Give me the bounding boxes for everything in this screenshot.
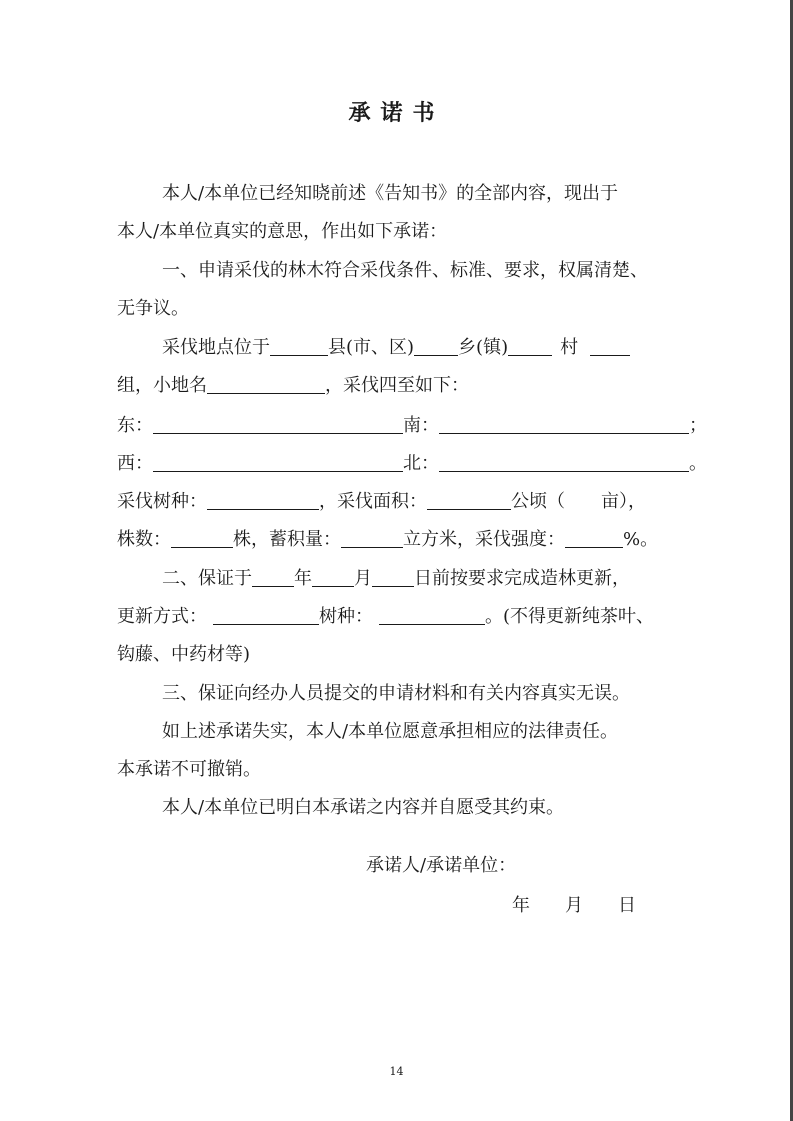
day-blank[interactable] bbox=[372, 568, 414, 587]
acknowledgement-line: 本人/本单位已明白本承诺之内容并自愿受其约束。 bbox=[162, 797, 565, 818]
east-blank[interactable] bbox=[153, 415, 403, 434]
year-blank[interactable] bbox=[252, 568, 294, 587]
paragraph-intro-1: 本人/本单位已经知晓前述《告知书》的全部内容，现出于 bbox=[162, 183, 619, 204]
village-label: 村 bbox=[560, 337, 579, 358]
percent-label: %。 bbox=[623, 529, 659, 550]
place-name-blank[interactable] bbox=[207, 375, 325, 394]
volume-blank[interactable] bbox=[341, 529, 403, 548]
south-label: 南： bbox=[403, 415, 439, 436]
mu-label: 亩）， bbox=[601, 491, 646, 512]
day-label: 日前按要求完成造林更新， bbox=[414, 568, 630, 589]
renewal-method-blank[interactable] bbox=[213, 606, 319, 625]
township-blank[interactable] bbox=[414, 337, 458, 356]
document-title: 承诺书 bbox=[348, 100, 445, 126]
signature-year: 年 bbox=[512, 895, 530, 916]
township-label: 乡(镇) bbox=[458, 337, 509, 358]
south-blank[interactable] bbox=[439, 415, 689, 434]
clause-two-line bbox=[0, 559, 793, 599]
signature-day: 日 bbox=[618, 895, 636, 916]
place-name-line bbox=[0, 366, 793, 406]
west-blank[interactable] bbox=[153, 453, 403, 472]
intensity-label: 立方米，采伐强度： bbox=[403, 529, 565, 550]
signature-date-line bbox=[0, 886, 793, 926]
month-label: 月 bbox=[354, 568, 372, 589]
group-blank[interactable] bbox=[590, 337, 630, 356]
period: 。 bbox=[689, 453, 707, 474]
semicolon: ； bbox=[689, 415, 707, 436]
renewal-species-label: 树种： bbox=[319, 606, 373, 627]
clause-one-1: 一、申请采伐的林木符合采伐条件、标准、要求，权属清楚、 bbox=[162, 260, 648, 281]
west-north-line bbox=[0, 444, 793, 484]
year-label: 年 bbox=[294, 568, 312, 589]
east-south-line bbox=[0, 406, 793, 446]
west-label: 西： bbox=[117, 453, 153, 474]
renewal-method-label: 更新方式： bbox=[117, 606, 207, 627]
clause-one-2: 无争议。 bbox=[117, 298, 189, 319]
area-label: ，采伐面积： bbox=[319, 491, 427, 512]
location-line bbox=[0, 328, 793, 368]
liability-line-2: 本承诺不可撤销。 bbox=[117, 759, 261, 780]
count-volume-line bbox=[0, 520, 793, 560]
north-label: 北： bbox=[403, 453, 439, 474]
count-blank[interactable] bbox=[171, 529, 233, 548]
renewal-species-blank[interactable] bbox=[379, 606, 485, 625]
paragraph-intro-2: 本人/本单位真实的意思，作出如下承诺： bbox=[117, 221, 448, 242]
village-blank[interactable] bbox=[508, 337, 552, 356]
area-blank[interactable] bbox=[427, 491, 511, 510]
renewal-note-2: 钩藤、中药材等) bbox=[117, 644, 251, 665]
count-label: 株数： bbox=[117, 529, 171, 550]
signature-month: 月 bbox=[565, 895, 583, 916]
renewal-note: 。(不得更新纯茶叶、 bbox=[485, 606, 655, 627]
signature-label: 承诺人/承诺单位： bbox=[366, 855, 517, 876]
hectare-label: 公顷（ bbox=[511, 491, 565, 512]
species-area-line bbox=[0, 482, 793, 522]
boundaries-label: ，采伐四至如下： bbox=[325, 375, 469, 396]
county-label: 县(市、区) bbox=[328, 337, 415, 358]
intensity-blank[interactable] bbox=[565, 529, 623, 548]
county-blank[interactable] bbox=[270, 337, 328, 356]
location-label: 采伐地点位于 bbox=[162, 337, 270, 358]
month-blank[interactable] bbox=[312, 568, 354, 587]
renewal-line bbox=[0, 597, 793, 637]
species-label: 采伐树种： bbox=[117, 491, 207, 512]
group-label: 组，小地名 bbox=[117, 375, 207, 396]
clause-two-label: 二、保证于 bbox=[162, 568, 252, 589]
page-number: 14 bbox=[389, 1065, 404, 1078]
volume-label: 株，蓄积量： bbox=[233, 529, 341, 550]
east-label: 东： bbox=[117, 415, 153, 436]
liability-line-1: 如上述承诺失实，本人/本单位愿意承担相应的法律责任。 bbox=[162, 721, 619, 742]
clause-three: 三、保证向经办人员提交的申请材料和有关内容真实无误。 bbox=[162, 683, 630, 704]
north-blank[interactable] bbox=[439, 453, 689, 472]
species-blank[interactable] bbox=[207, 491, 319, 510]
